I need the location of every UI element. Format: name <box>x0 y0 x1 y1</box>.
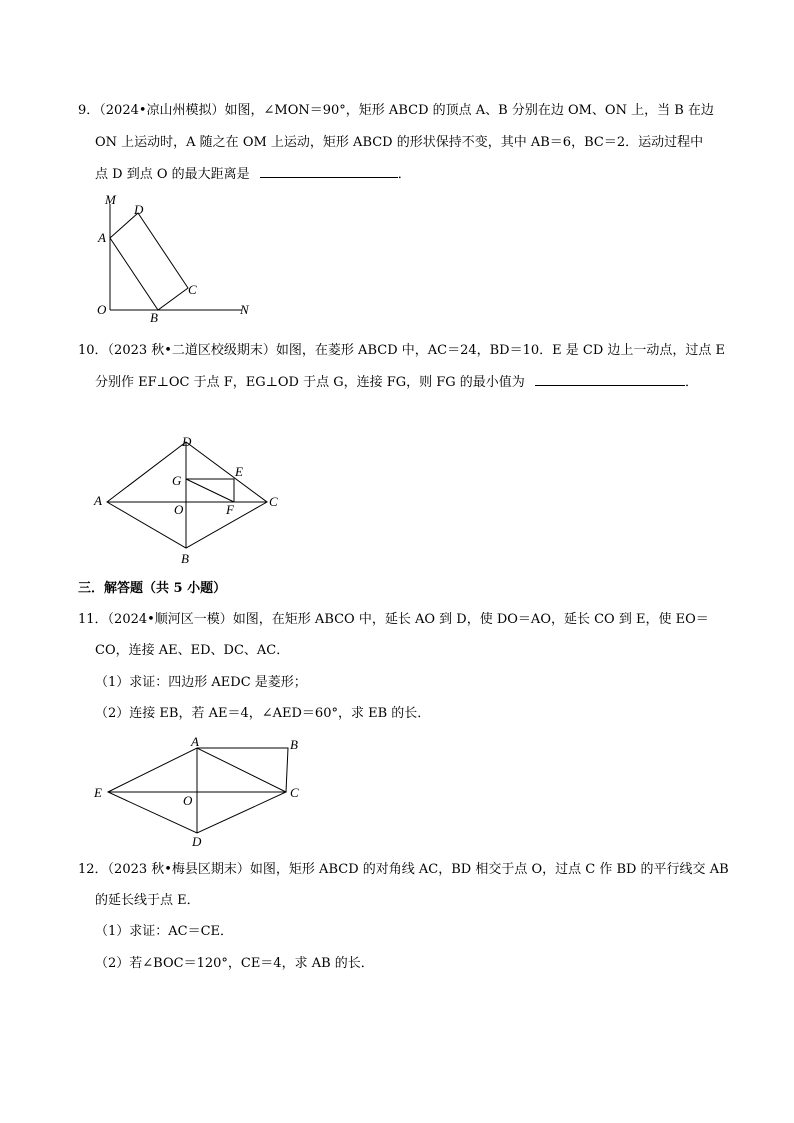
q12-line-2: 的延长线于点 E． <box>95 893 200 908</box>
q10-label-o: O <box>174 502 184 517</box>
q10-label-a: A <box>94 493 102 508</box>
q11-label-b: B <box>290 737 298 752</box>
q10-figure <box>90 430 290 570</box>
q11-label-a: A <box>191 734 199 749</box>
q11-label-e: E <box>94 785 102 800</box>
q11-figure <box>88 730 313 852</box>
q12-part-2: （2）若∠BOC＝120°，CE＝4，求 AB 的长． <box>95 956 374 971</box>
q10-label-d: D <box>182 434 192 449</box>
q9-line-2: ON 上运动时，A 随之在 OM 上运动，矩形 ABCD 的形状保持不变，其中 AB＝6，BC＝2．运动过程中 <box>95 135 704 150</box>
q12-line-1: 12．（2023 秋•梅县区期末）如图，矩形 ABCD 的对角线 AC，BD 相交于点 O，过点 C 作 BD 的平行线交 AB <box>78 862 729 877</box>
q9-label-m: M <box>105 192 116 207</box>
q9-label-n: N <box>240 302 249 317</box>
q11-line-2: CO，连接 AE、ED、DC、AC． <box>95 643 290 658</box>
q10-period: ． <box>684 375 698 390</box>
q11-line-1: 11．（2024•顺河区一模）如图，在矩形 ABCO 中，延长 AO 到 D，使 DO＝AO，延长 CO 到 E，使 EO＝ <box>78 612 709 627</box>
q10-rhombus-abcd <box>107 442 267 548</box>
q10-label-g: G <box>172 473 182 488</box>
q11-part-1: （1）求证：四边形 AEDC 是菱形； <box>95 675 307 690</box>
q9-label-o: O <box>97 302 107 317</box>
q10-line-2 <box>95 373 698 392</box>
q9-figure <box>92 192 262 324</box>
q10-line-1: 10．（2023 秋•二道区校级期末）如图，在菱形 ABCD 中，AC＝24，BD＝10．E 是 CD 边上一动点，过点 E <box>78 343 726 358</box>
q9-answer-blank[interactable] <box>260 165 398 178</box>
q10-label-c: C <box>269 494 278 509</box>
q9-period: ． <box>397 167 411 182</box>
q9-line-3 <box>95 165 411 184</box>
q11-part-2: （2）连接 EB，若 AE＝4，∠AED＝60°，求 EB 的长． <box>95 706 431 721</box>
q9-rectangle-abcd <box>110 213 188 310</box>
q9-question-text: 点 D 到点 O 的最大距离是 <box>95 167 250 182</box>
q10-label-f: F <box>226 502 234 517</box>
q9-label-b: B <box>150 310 158 324</box>
section-3-title: 三．解答题（共 5 小题） <box>78 581 227 596</box>
q9-line-1: 9．（2024•凉山州模拟）如图，∠MON＝90°，矩形 ABCD 的顶点 A、B 分别在边 OM、ON 上，当 B 在边 <box>78 103 714 118</box>
q10-label-b: B <box>181 551 189 566</box>
q11-label-o: O <box>183 793 193 808</box>
q9-label-c: C <box>188 282 197 297</box>
q11-label-d: D <box>192 834 202 849</box>
q10-segment-fg <box>186 479 234 502</box>
q10-question-text: 分别作 EF⊥OC 于点 F，EG⊥OD 于点 G，连接 FG，则 FG 的最小值为 <box>95 375 525 390</box>
q9-label-a: A <box>98 230 106 245</box>
q11-label-c: C <box>290 785 299 800</box>
q9-label-d: D <box>134 202 144 217</box>
q12-part-1: （1）求证：AC＝CE． <box>95 924 234 939</box>
q10-label-e: E <box>235 464 243 479</box>
q10-answer-blank[interactable] <box>535 373 685 386</box>
